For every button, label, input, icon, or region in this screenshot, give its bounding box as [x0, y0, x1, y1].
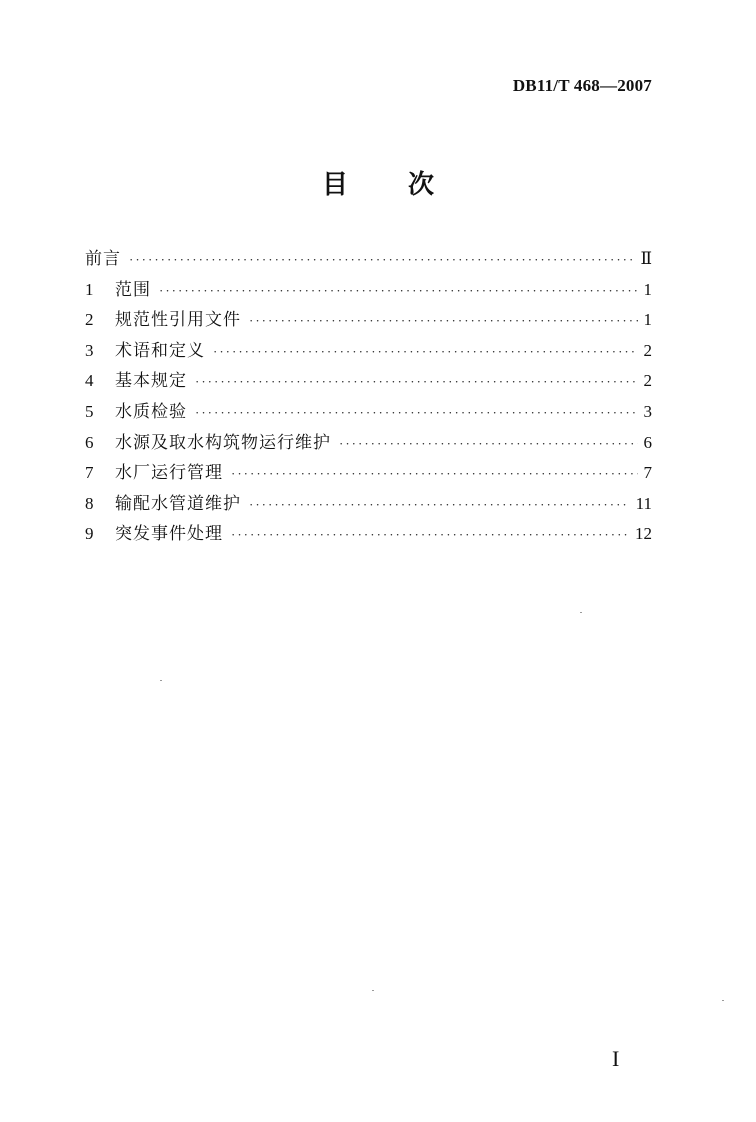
toc-leader-dots — [213, 337, 638, 368]
toc-entry-5[interactable] — [85, 397, 652, 428]
toc-entry-label: 范围 — [115, 279, 151, 300]
toc-leader-dots — [231, 459, 638, 490]
toc-entry-page: Ⅱ — [640, 249, 652, 268]
scan-speck — [372, 990, 374, 991]
toc-entry-page: 7 — [643, 463, 652, 483]
scan-speck — [722, 1000, 724, 1001]
scan-speck — [580, 612, 582, 613]
table-of-contents — [85, 244, 652, 550]
toc-entry-page: 3 — [643, 401, 652, 421]
toc-entry-page: 11 — [635, 493, 652, 513]
toc-title-char-1: 目 — [321, 170, 348, 200]
page-number: I — [612, 1046, 620, 1071]
toc-entry-number: 5 — [85, 401, 94, 421]
toc-entry-2[interactable] — [85, 305, 652, 336]
toc-title — [0, 164, 756, 201]
toc-entry-number: 3 — [85, 340, 94, 360]
toc-entry-number: 4 — [85, 371, 94, 391]
toc-leader-dots — [129, 245, 634, 276]
toc-leader-dots — [249, 490, 630, 521]
toc-entry-7[interactable] — [85, 458, 652, 489]
toc-entry-page: 2 — [643, 340, 652, 360]
scan-speck — [160, 680, 162, 681]
toc-entry-9[interactable] — [85, 519, 652, 550]
toc-entry-page: 1 — [643, 310, 652, 330]
toc-entry-page: 12 — [635, 524, 652, 544]
toc-entry-8[interactable] — [85, 489, 652, 520]
toc-entry-3[interactable] — [85, 336, 652, 367]
toc-entry-6[interactable] — [85, 428, 652, 459]
toc-title-char-2: 次 — [408, 170, 435, 200]
toc-entry-label: 前言 — [85, 249, 121, 269]
toc-leader-dots — [339, 429, 638, 460]
toc-entry-1[interactable] — [85, 275, 652, 306]
toc-entry-number: 2 — [85, 310, 94, 330]
toc-entry-label: 突发事件处理 — [115, 524, 223, 545]
toc-entry-number: 9 — [85, 524, 94, 544]
toc-entry-number: 7 — [85, 463, 94, 483]
toc-entry-4[interactable] — [85, 366, 652, 397]
toc-entry-label: 基本规定 — [115, 371, 187, 392]
toc-entry-number: 6 — [85, 432, 94, 452]
toc-entry-label: 水源及取水构筑物运行维护 — [115, 432, 331, 453]
toc-entry-page: 1 — [643, 279, 652, 299]
toc-entry-label: 术语和定义 — [115, 340, 205, 361]
toc-entry-number: 8 — [85, 493, 94, 513]
toc-leader-dots — [159, 276, 638, 307]
standard-code: DB11/T 468—2007 — [512, 76, 652, 95]
toc-entry-label: 水厂运行管理 — [115, 463, 223, 484]
toc-entry-label: 规范性引用文件 — [115, 310, 241, 331]
toc-leader-dots — [231, 520, 629, 551]
toc-leader-dots — [195, 367, 638, 398]
toc-entry-page: 6 — [643, 432, 652, 452]
toc-entry-foreword[interactable] — [85, 244, 652, 275]
toc-entry-label: 水质检验 — [115, 401, 187, 422]
toc-entry-number: 1 — [85, 279, 94, 299]
toc-leader-dots — [195, 398, 638, 429]
toc-entry-label: 输配水管道维护 — [115, 493, 241, 514]
toc-entry-page: 2 — [643, 371, 652, 391]
toc-leader-dots — [249, 306, 638, 337]
